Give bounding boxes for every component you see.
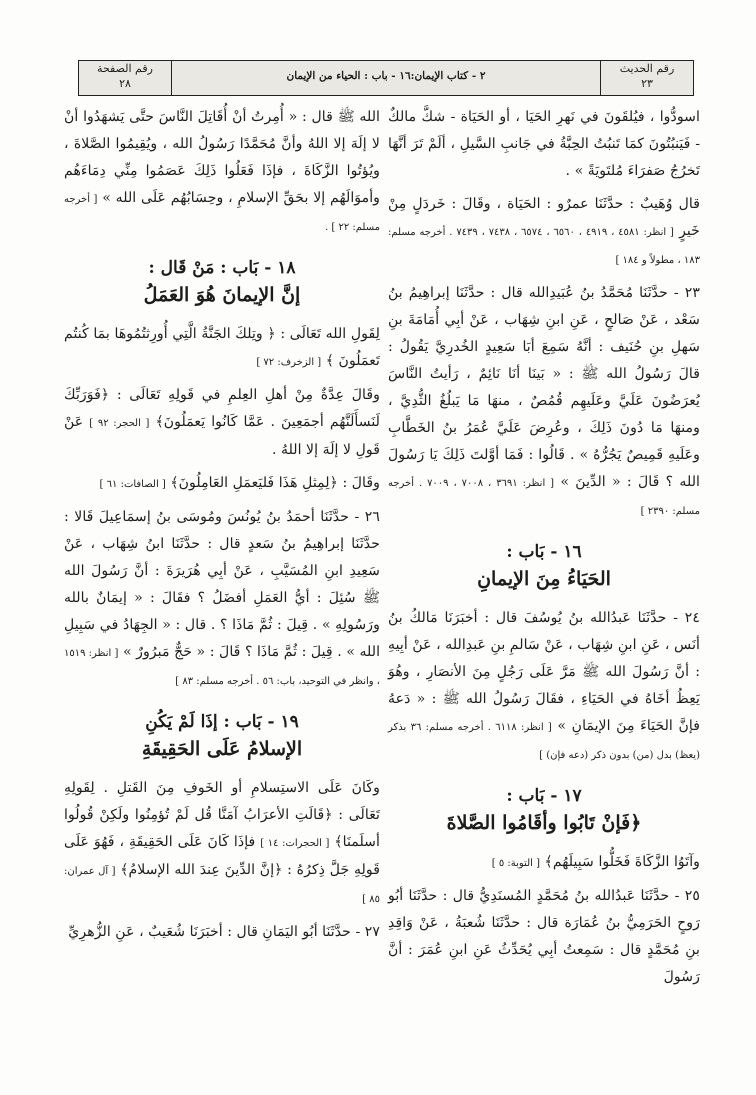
text-paragraph (64, 321, 380, 376)
paragraph-text: وقَالَ : ﴿لِمِثلِ هَذَا فَليَعمَلِ العَامِلُونَ﴾ (170, 475, 380, 491)
chapter-title: ﴿فَإنْ تَابُوا وأقَامُوا الصَّلاةَ (446, 812, 642, 834)
hadith-26 (64, 504, 380, 695)
reference-note: [ الزخرف: ٧٢ ] (256, 357, 322, 368)
reference-note: [ الحجرات: ١٤ ] (260, 838, 330, 849)
reference-note: [ انظر: ٦١١٨ . أخرجه مسلم: ٣٦ بذكر (يعظ) بدل (من) بدون ذكر (دعه فإن) ] (388, 722, 700, 761)
paragraph-text: فإذَا كَانَ عَلَى الحَقِيقَةِ ، فَهُوَ عَلَى قَولِهِ جَلَّ ذِكرُهُ : ﴿إنَّ الدِّينَ عِندَ الله الإسلامُ﴾ (64, 834, 380, 878)
hadith-23 (388, 280, 700, 525)
chapter-number: ١٧ - بَاب : (506, 786, 582, 806)
chapter-heading-16 (388, 539, 700, 593)
text-paragraph: اسودُّوا ، فيُلقَونَ في نَهرِ الحَيَا ، أو الحَيَاة - شكَّ مالكٌ - فَيَنبُتُونَ كمَا تَنبُتُ الحِبَّةُ في جَانبِ السَّيلِ ، ألَمْ تَرَ أنَّهَا تَخرُجُ صَفرَاءَ مُلتَويَةً » . (388, 109, 700, 179)
paragraph-text: وآتَوُا الزَّكَاةَ فَخَلُّوا سَبِيلَهُم﴾ (544, 854, 700, 870)
chapter-heading-19 (64, 709, 380, 763)
reference-note: [ آل عمران: ٨٥ ] (64, 866, 380, 905)
paragraph-text: وكَانَ عَلَى الاستِسلامِ أو الخَوفِ مِنَ القَتلِ . لِقَولِهِ تَعَالَى : ﴿قَالَتِ الأعرَابُ آمَنَّا قُل لَمْ تُؤمِنُوا ولَكِنْ قُولُوا أسلَمنَا﴾ (64, 780, 380, 850)
hadith-25: ٢٥ - حدَّثَنَا عَبدُالله بنُ مُحَمَّدٍ المُسنَدِيُّ قال : حدَّثَنَا أبُو رَوحٍ الحَرَمِيُّ بنُ عُمَارَة قال : حدَّثَنَا شُعبَةُ ، عَنْ وَاقِدِ بنِ مُحَمَّدٍ قال : سَمِعتُ أبِي يُحَدِّثُ عَنِ ابنِ عُمَرَ : أنَّ رَسُولَ (388, 888, 700, 985)
right-column (388, 104, 700, 997)
chapter-heading-18 (64, 255, 380, 309)
page-header (78, 60, 694, 96)
chapter-title: إنَّ الإيمانَ هُوَ العَمَلُ (143, 284, 301, 306)
paragraph-text: ٢٤ - حدَّثَنَا عَبدُالله بنُ يُوسُفَ قال : أخبَرَنَا مَالكُ بنُ أنَس ، عَنِ ابنِ شِهَاب ، عَنْ سَالمِ بنِ عَبدِالله ، عَنْ أبِيهِ : أنَّ رَسُولَ الله ﷺ مَرَّ عَلَى رَجُلٍ مِنَ الأنصَارِ ، وهُوَ يَعِظُ أخَاهُ في الحَيَاءِ ، فقَالَ رَسُولُ الله ﷺ : « دَعهُ فإنَّ الحَيَاءَ مِنَ الإيمَانِ » (388, 610, 700, 734)
paragraph-text: الله ﷺ قال : « أُمِرتُ أنْ أُقَاتِلَ النَّاسَ حتَّى يَشهَدُوا أنْ لا إلَهَ إلا اللهُ وأنَّ مُحَمَّدًا رَسُولُ الله ، ويُقِيمُوا الصَّلاةَ ، ويُؤتُوا الزَّكَاةَ ، فإذَا فَعَلُوا ذَلِكَ عَصَمُوا مِنِّي دِمَاءَهُم وأموَالَهُم إلا بحَقِّ الإسلامِ ، وحِسَابُهُم عَلَى الله » (64, 109, 380, 206)
reference-note: [ التوبة: ٥ ] (491, 858, 540, 869)
paragraph-text: عَنْ قَولِ لا إلَهَ إلا اللهُ . (64, 414, 380, 458)
chapter-number: ١٨ - بَاب : مَنْ قَال : (148, 258, 296, 278)
chapter-title: الإسلامُ عَلَى الحَقِيقَةِ (141, 738, 303, 760)
hadith-number-label: رقم الحديث (619, 62, 675, 75)
text-paragraph (388, 191, 700, 274)
left-column (64, 104, 380, 952)
paragraph-text: ٢٣ - حدَّثَنَا مُحَمَّدُ بنُ عُبَيدِالله قال : حدَّثَنَا إبراهِيمُ بنُ سَعْد ، عَنْ صَالحٍ ، عَنِ ابنِ شِهَاب ، عَنْ أبِي أُمَامَةَ بنِ سَهلِ بنِ حُنَيف : أنَّهُ سَمِعَ أبَا سَعِيدٍ الخُدرِيَّ يَقُولُ : قالَ رَسُولُ الله ﷺ : « بَينَا أنَا نَائِمٌ ، رَأيتُ النَّاسَ يُعرَضُونَ عَلَيَّ وعَلَيهِم قُمُصٌ ، منهَا مَا يَبلُغُ الثُّدِيَّ ، ومنهَا مَا دُونَ ذَلِكَ ، وعُرِضَ عَلَيَّ عُمَرُ بنُ الخَطَّابِ وعَلَيهِ قَمِيصٌ يَجُرُّهُ » . قَالُوا : فَمَا أوَّلتَ ذَلِكَ يَا رَسُولَ الله ؟ قَالَ : « الدِّينَ » (388, 285, 700, 490)
hadith-27: ٢٧ - حدَّثَنَا أبُو اليَمَانِ قال : أخبَرَنَا شُعَيبٌ ، عَنِ الزُّهرِيِّ (68, 924, 380, 940)
reference-note: [ أخرجه مسلم: ٢٢ ] . (64, 194, 380, 233)
reference-note: [ انظر: ٣٦٩١ ، ٧٠٠٨ ، ٧٠٠٩ . أخرجه مسلم: ٢٣٩٠ ] (388, 478, 700, 517)
running-title: ٢ - كتاب الإيمان:١٦ - باب : الحياء من الإيمان (286, 70, 486, 82)
chapter-heading-17 (388, 783, 700, 837)
hadith-number: ٢٣ (641, 77, 653, 90)
paragraph-text: لِقَولِ الله تَعَالَى : ﴿ وتِلكَ الجَنَّةُ الَّتِي أُورِثتُمُوهَا بمَا كُنتُم تَعمَلُونَ ﴾ (64, 326, 380, 369)
text-paragraph (64, 470, 380, 498)
hadith-24 (388, 605, 700, 769)
paragraph-text: ٢٦ - حدَّثَنَا أحمَدُ بنُ يُونُسَ ومُوسَى بنُ إسمَاعِيلَ قَالا : حدَّثَنَا إبراهِيمُ بنُ سَعدٍ قال : حدَّثَنَا ابنُ شِهَاب ، عَنْ سَعِيدِ ابنِ المُسَيَّبِ ، عَنْ أبِي هُرَيرَةَ : أنَّ رَسُولَ الله ﷺ سُئِلَ : أيُّ العَمَلِ أفضَلُ ؟ فقَالَ : « إيمَانٌ بالله ورَسُولِهِ » . قِيلَ : ثُمَّ مَاذَا ؟ . قال : « الجِهَادُ في سَبِيلِ الله » . قِيلَ : ثُمَّ مَاذَا ؟ قَالَ : « حَجٌّ مَبرُورٌ » (64, 509, 381, 660)
chapter-number: ١٩ - بَاب : إذَا لَمْ يَكُنِ (145, 712, 299, 732)
page-number-label: رقم الصفحة (97, 62, 153, 75)
reference-note: [ انظر: ٤٥٨١ ، ٤٩١٩ ، ٦٥٦٠ ، ٦٥٧٤ ، ٧٤٣٨ ، ٧٤٣٩ . أخرجه مسلم: ١٨٣ ، مطولاً و ١٨٤ ] (388, 227, 700, 266)
page-number-box (79, 61, 172, 95)
text-paragraph (388, 849, 700, 877)
paragraph-text: وقَالَ عِدَّةٌ مِنْ أهلِ العِلمِ في قَولِهِ تَعَالَى : ﴿فَوَرَبِّكَ لَنَسأَلَنَّهُم أجمَعِينَ . عَمَّا كَانُوا يَعمَلُونَ﴾ (64, 387, 380, 430)
text-paragraph (64, 104, 380, 241)
reference-note: [ انظر: ١٥١٩ ، وانظر في التوحيد، باب: ٥٦ . أخرجه مسلم: ٨٣ ] (64, 648, 380, 687)
text-paragraph (64, 775, 380, 913)
reference-note: [ الصافات: ٦١ ] (99, 479, 166, 490)
hadith-number-box (600, 61, 693, 95)
text-paragraph (64, 382, 380, 464)
chapter-number: ١٦ - بَاب : (506, 542, 582, 562)
page-number: ٢٨ (119, 77, 131, 90)
paragraph-text: قال وُهَيبٌ : حدَّثَنَا عمرٌو : الحَيَاة ، وقَالَ : خَردَلٍ مِنْ خَيرٍ (388, 196, 700, 239)
chapter-title: الحَيَاءُ مِنَ الإيمانِ (477, 568, 611, 590)
reference-note: [ الحجر: ٩٢ ] (89, 418, 150, 429)
